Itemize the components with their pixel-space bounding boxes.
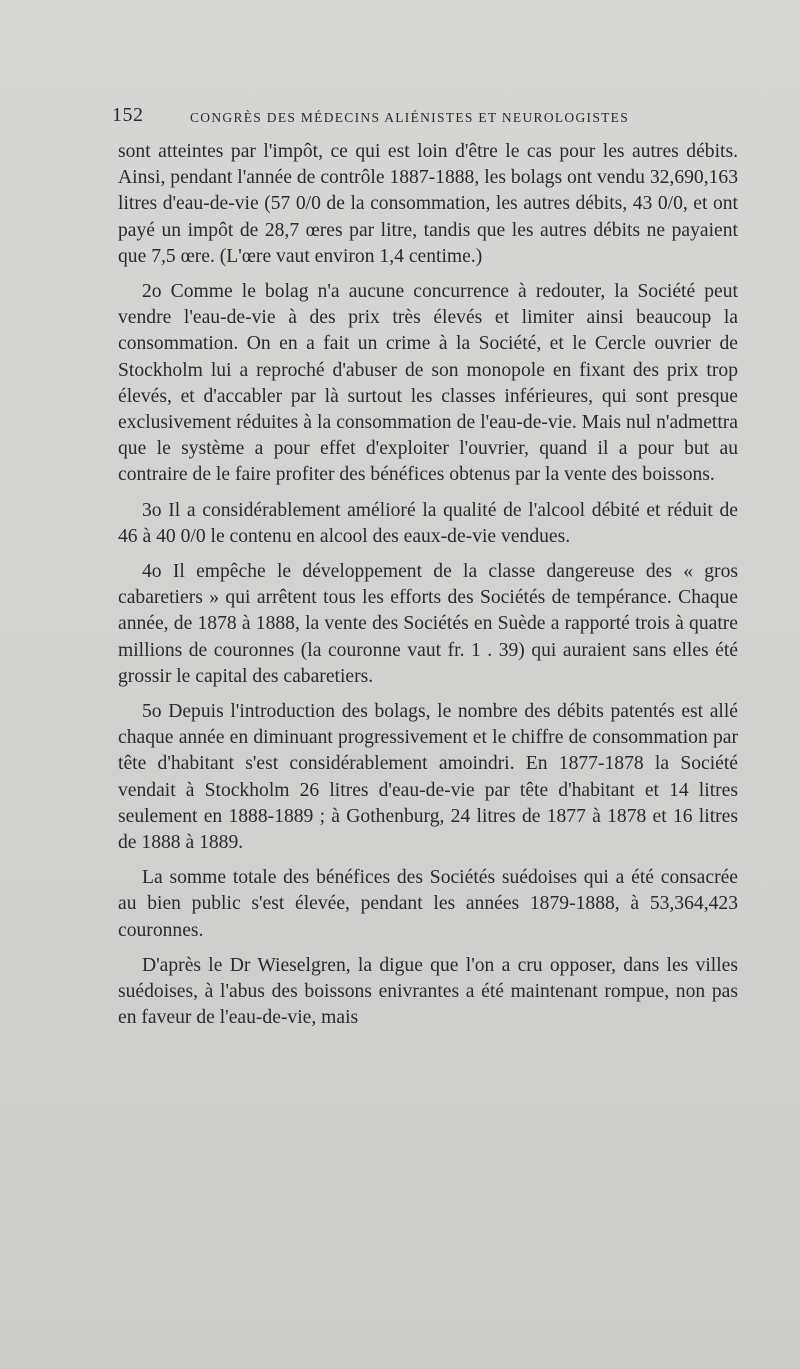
paragraph-wieselgren: D'après le Dr Wieselgren, la digue que l'on a cru opposer, dans les villes suédoises, à l'abus des boissons enivrantes a été maintenant rompue, non pas en faveur de l'eau-de-vie, mais [118,954,738,1029]
page-number: 152 [112,104,144,126]
paragraph-point-5: 5o Depuis l'introduction des bolags, le nombre des débits patentés est allé chaque année en diminuant progressivement et le chiffre de consommation par tête d'habitant s'est considérablement amoindri. En 1877-1878 la Société vendait à Stockholm 26 litres d'eau-de-vie par tête d'habitant et 14 litres seulement en 1888-1889 ; à Gothenburg, 24 litres de 1877 à 1878 et 16 litres de 1888 à 1889. [118,701,738,854]
body-text [118,139,738,1032]
page-header [112,104,672,134]
paragraph-total-profits: La somme totale des bénéfices des Sociétés suédoises qui a été consacrée au bien public s'est élevée, pendant les années 1879-1888, à 53,364,423 couronnes. [118,867,738,941]
paragraph-point-4: 4o Il empêche le développement de la classe dangereuse des « gros cabaretiers » qui arrêtent tous les efforts des Sociétés de tempérance. Chaque année, de 1878 à 1888, la vente des Sociétés en Suède a rapporté trois à quatre millions de couronnes (la couronne vaut fr. 1 . 39) qui auraient sans elles été grossir le capital des cabaretiers. [118,561,738,687]
paragraph-continuation: sont atteintes par l'impôt, ce qui est loin d'être le cas pour les autres débits. Ainsi, pendant l'année de contrôle 1887-1888, les bolags ont vendu 32,690,163 litres d'eau-de-vie (57 0/0 de la consommation, les autres débits, 43 0/0, et ont payé un impôt de 28,7 œres par litre, tandis que les autres débits ne payaient que 7,5 œre. (L'œre vaut environ 1,4 centime.) [118,141,738,267]
paragraph-point-2: 2o Comme le bolag n'a aucune concurrence à redouter, la Société peut vendre l'eau-de-vie à des prix très élevés et limiter ainsi beaucoup la consommation. On en a fait un crime à la Société, et le Cercle ouvrier de Stockholm lui a reproché d'abuser de son monopole en fixant des prix trop élevés, et d'accabler par là surtout les classes inférieures, qui sont presque exclusivement réduites à la consommation de l'eau-de-vie. Mais nul n'admettra que le système a pour effet d'exploiter l'ouvrier, quand il a pour but au contraire de le faire profiter des bénéfices obtenus par la vente des boissons. [118,281,738,486]
running-title: CONGRÈS DES MÉDECINS ALIÉNISTES ET NEUROLOGISTES [190,110,630,125]
paragraph-point-3: 3o Il a considérablement amélioré la qualité de l'alcool débité et réduit de 46 à 40 0/0 le contenu en alcool des eaux-de-vie vendues. [118,499,738,547]
